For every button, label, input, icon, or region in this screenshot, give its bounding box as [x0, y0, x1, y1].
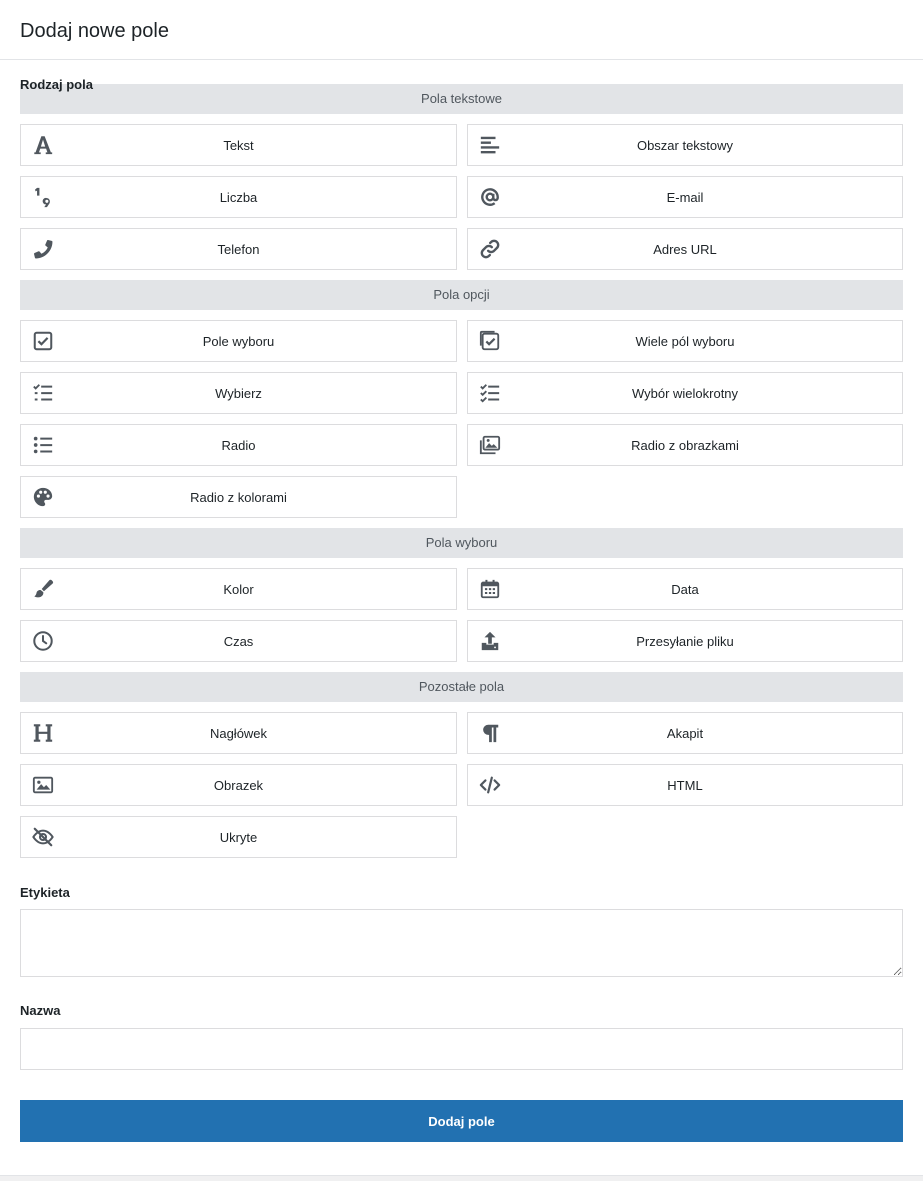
field-type-label: Pole wyboru [202, 333, 275, 349]
field-type-grid [20, 712, 903, 858]
field-type-czas-button[interactable] [20, 620, 457, 662]
select-list-icon [31, 381, 55, 405]
field-type-label: Przesyłanie pliku [636, 633, 734, 649]
field-type-grid [20, 124, 903, 270]
field-type-akapit-button[interactable] [467, 712, 903, 754]
field-type-label: Radio z obrazkami [631, 437, 739, 453]
field-type-label: Wybór wielokrotny [631, 385, 739, 401]
image-radio-icon [478, 433, 502, 457]
field-type-naglowek-button[interactable] [20, 712, 457, 754]
field-type-label: Obszar tekstowy [636, 137, 734, 153]
field-type-label: Radio z kolorami [190, 489, 287, 505]
group-header-pola-wyboru: Pola wyboru [20, 528, 903, 558]
field-type-telefon-button[interactable] [20, 228, 457, 270]
field-type-kolor-button[interactable] [20, 568, 457, 610]
field-type-label: Adres URL [653, 241, 717, 257]
field-type-label: Ukryte [219, 829, 258, 845]
field-type-label: Kolor [223, 581, 254, 597]
field-type-grid [20, 568, 903, 662]
field-type-data-button[interactable] [467, 568, 903, 610]
field-type-label: HTML [667, 777, 703, 793]
field-type-label: Telefon [217, 241, 260, 257]
text-a-icon [31, 133, 55, 157]
code-icon [478, 773, 502, 797]
etykieta-label: Etykieta [20, 885, 70, 900]
field-type-label: Rodzaj pola [20, 77, 93, 92]
field-type-przesylanie-pliku-button[interactable] [467, 620, 903, 662]
field-type-label: Czas [223, 633, 254, 649]
field-type-e-mail-button[interactable] [467, 176, 903, 218]
nazwa-input[interactable] [20, 1028, 903, 1070]
eye-slash-icon [31, 825, 55, 849]
number-icon [31, 185, 55, 209]
field-type-label: Wiele pól wyboru [635, 333, 735, 349]
field-type-radio-z-kolorami-button[interactable] [20, 476, 457, 518]
group-header-pozostale-pola: Pozostałe pola [20, 672, 903, 702]
field-type-tekst-button[interactable] [20, 124, 457, 166]
field-type-pole-wyboru-button[interactable] [20, 320, 457, 362]
paragraph-icon [478, 721, 502, 745]
heading-icon [31, 721, 55, 745]
textarea-lines-icon [478, 133, 502, 157]
field-type-label: Liczba [219, 189, 258, 205]
field-type-html-button[interactable] [467, 764, 903, 806]
field-type-label: Wybierz [215, 385, 262, 401]
field-type-wybor-wielokrotny-button[interactable] [467, 372, 903, 414]
field-type-adres-url-button[interactable] [467, 228, 903, 270]
at-sign-icon [478, 185, 502, 209]
field-type-label: Data [671, 581, 699, 597]
field-type-liczba-button[interactable] [20, 176, 457, 218]
field-type-label: Obrazek [213, 777, 264, 793]
field-type-radio-z-obrazkami-button[interactable] [467, 424, 903, 466]
radio-list-icon [31, 433, 55, 457]
group-header-pola-opcji: Pola opcji [20, 280, 903, 310]
palette-icon [31, 485, 55, 509]
image-icon [31, 773, 55, 797]
page-title: Dodaj nowe pole [20, 20, 169, 42]
field-type-wybierz-button[interactable] [20, 372, 457, 414]
link-icon [478, 237, 502, 261]
field-type-ukryte-button[interactable] [20, 816, 457, 858]
field-type-label: E-mail [666, 189, 704, 205]
calendar-icon [478, 577, 502, 601]
nazwa-label: Nazwa [20, 1003, 61, 1018]
upload-icon [478, 629, 502, 653]
etykieta-textarea[interactable] [20, 909, 903, 977]
clock-icon [31, 629, 55, 653]
phone-icon [31, 237, 55, 261]
field-type-label: Radio [221, 437, 256, 453]
field-type-groups [20, 84, 903, 858]
field-type-radio-button[interactable] [20, 424, 457, 466]
field-type-wiele-pol-wyboru-button[interactable] [467, 320, 903, 362]
field-type-obszar-tekstowy-button[interactable] [467, 124, 903, 166]
field-type-obrazek-button[interactable] [20, 764, 457, 806]
field-type-label: Akapit [666, 725, 704, 741]
panel-header [0, 0, 923, 60]
checkbox-icon [31, 329, 55, 353]
group-header-pola-tekstowe: Pola tekstowe [20, 84, 903, 114]
field-type-grid [20, 320, 903, 518]
paintbrush-icon [31, 577, 55, 601]
add-field-button[interactable]: Dodaj pole [20, 1100, 903, 1142]
field-type-label: Nagłówek [209, 725, 268, 741]
multi-select-list-icon [478, 381, 502, 405]
panel-body [0, 60, 923, 1142]
multi-checkbox-icon [478, 329, 502, 353]
field-type-label: Tekst [223, 137, 254, 153]
